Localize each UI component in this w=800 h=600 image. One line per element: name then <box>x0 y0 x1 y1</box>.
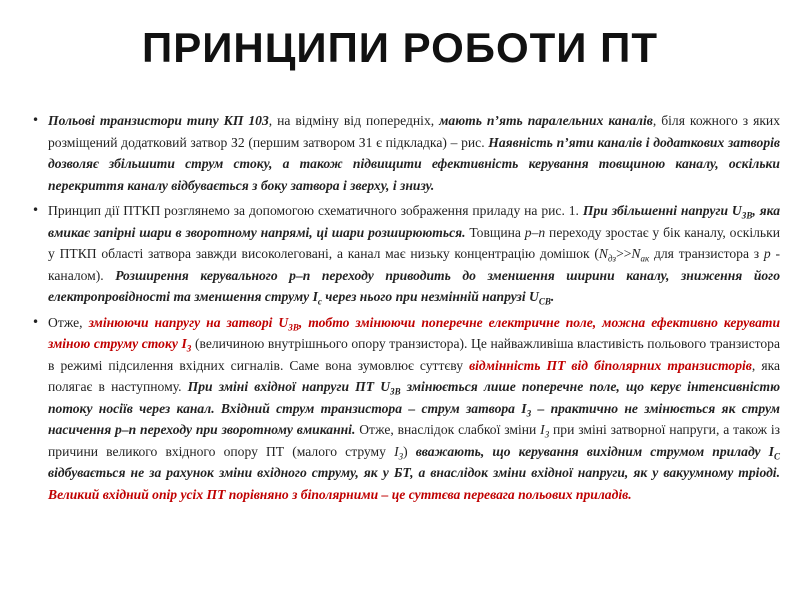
text-run: I <box>540 422 545 437</box>
text-run: через нього при незмінній напрузі U <box>321 289 539 304</box>
text-run: N <box>631 246 641 261</box>
text-run: Великий вхідний опір усіх ПТ порівняно з біполярними – це суттєва перевага польових приладів. <box>48 486 632 502</box>
subscript: З <box>186 343 192 354</box>
text-run: >> <box>616 246 632 261</box>
text-run: При зміні вхідної напруги ПТ U <box>187 379 391 394</box>
paragraph-3 <box>28 312 780 506</box>
text-run: - каналом). <box>48 246 780 283</box>
text-run: відбувається не за рахунок зміни вхідного струму, як у БТ, а внаслідок зміни вхідної напруги, як у вакуумному тріоді. <box>48 465 780 480</box>
text-run: змінюється лише поперечне поле, що керує інтенсивністю потоку носіїв через канал. Вхідний струм транзистора – струм затвора I <box>48 379 781 416</box>
text-run: переходу зростає у бік каналу, оскільки у ПТКП області затвора завжди високолеговані, а канал має низьку концентрацію домішок ( <box>48 224 780 261</box>
text-run: Польові транзистори типу КП 103 <box>48 113 269 128</box>
text-run: при зміні затворної напруги, а також із причини великого вхідного опору ПТ (малого струму <box>48 422 780 459</box>
text-run: Принцип дії ПТКП розглянемо за допомогою схематичного зображення приладу на рис. 1. <box>48 203 583 218</box>
subscript: З <box>526 408 532 419</box>
text-run: N <box>598 246 608 261</box>
text-run: ) <box>403 443 416 459</box>
subscript: ЗВ <box>288 322 299 333</box>
slide-content <box>28 110 780 509</box>
text-run: , тобто змінюючи поперечне електричне поле, можна ефективно керувати зміною струму стоку I <box>48 314 781 351</box>
text-run: , яка вмикає запірні шари в зворотному напрямі, ці шари розширюються. <box>48 203 780 240</box>
subscript: ак <box>640 253 650 264</box>
subscript: ЗВ <box>741 210 753 221</box>
subscript: СВ <box>538 296 551 307</box>
text-run: Розширення керувального p–n переходу приводить до зменшення ширини каналу, зниження його електропровідності та зменшення струму I <box>48 267 780 304</box>
text-run: p–n <box>524 224 546 240</box>
subscript: дз <box>607 253 617 264</box>
text-run: змінюючи напругу на затворі U <box>88 314 289 330</box>
text-run: . <box>550 289 555 304</box>
text-run: I <box>394 443 399 459</box>
text-run: мають п’ять паралельних каналів <box>439 113 653 128</box>
subscript: ЗВ <box>390 386 401 397</box>
text-run: , яка полягає в наступному. <box>48 357 781 394</box>
paragraph-1 <box>28 110 780 196</box>
text-run: р <box>763 246 771 261</box>
text-run: Наявність п’яти каналів і додаткових затворів дозволяє збільшити струм стоку, а також підвищити ефективність керування товщиною каналу, оскільки перекриття каналу відбувається з боку затвора і зверху, і знизу. <box>48 134 781 193</box>
text-run: , на відміну від попередніх, <box>268 113 440 128</box>
bullet-icon: • <box>32 203 40 217</box>
text-run: вважають, що керування вихідним струмом приладу I <box>415 443 774 459</box>
text-run: При збільшенні напруги U <box>582 203 742 218</box>
subscript: З <box>544 429 550 440</box>
subscript: c <box>317 296 322 307</box>
bullet-icon: • <box>32 113 40 127</box>
paragraph-2 <box>28 200 780 308</box>
text-run: , біля кожного з яких розміщений додатковий затвор З2 (першим затвором З1 є підкладка) – рис. <box>48 113 780 150</box>
text-run: Товщина <box>465 224 525 240</box>
subscript: З <box>398 451 404 462</box>
text-run: для транзистора з <box>649 246 764 261</box>
text-run: Отже, <box>48 314 89 330</box>
slide-title: ПРИНЦИПИ РОБОТИ ПТ <box>142 24 658 71</box>
text-run: відмінність ПТ від біполярних транзисторів <box>469 357 752 373</box>
subscript: C <box>773 451 780 462</box>
text-run: (величиною внутрішнього опору транзистора). Це найважливіша властивість польового транзистора в режимі підсилення вхідних сигналів. Саме вона зумовлює суттєву <box>48 336 780 373</box>
text-run: – практично не змінюється як струм насичення p–n переходу при зворотному вмиканні. <box>48 400 780 437</box>
bullet-icon: • <box>32 314 40 329</box>
text-run: Отже, внаслідок слабкої зміни <box>355 422 541 437</box>
